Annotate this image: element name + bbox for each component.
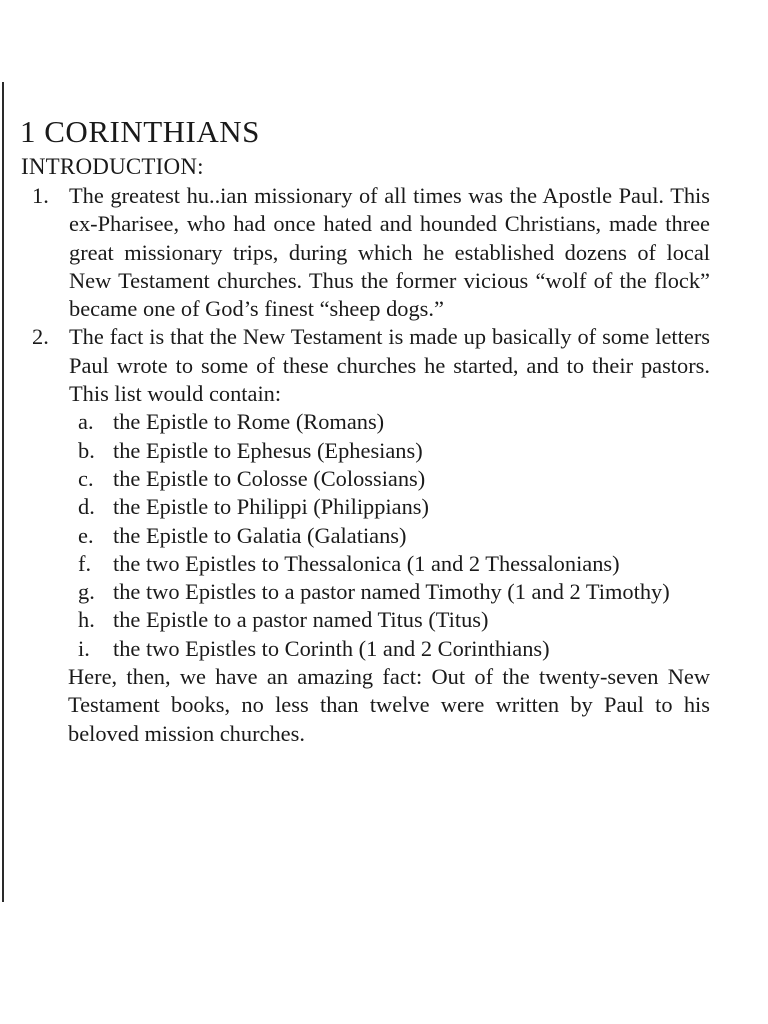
sublist-item-letter: a.: [78, 409, 94, 435]
sublist-item-a: [76, 408, 710, 436]
sublist-item-f: [76, 550, 710, 578]
list-item-number: 1.: [32, 183, 49, 208]
list-item-2: [32, 323, 710, 408]
sublist-item-b: [76, 437, 710, 465]
sublist-item-letter: c.: [78, 465, 94, 491]
sublist-item-text: the Epistle to Rome (Romans): [113, 409, 385, 435]
sublist-item-letter: d.: [78, 494, 95, 520]
document-page: [20, 112, 710, 748]
list-item-text: The fact is that the New Testament is made up basically of some letters Paul wrote to some of these churches he started, and to their pastors. This list would contain:: [69, 324, 710, 407]
sublist-item-letter: e.: [78, 522, 94, 548]
sublist-item-text: the Epistle to a pastor named Titus (Titus): [113, 607, 489, 633]
closing-paragraph: Here, then, we have an amazing fact: Out of the twenty-seven New Testament books, no less than twelve were written by Paul to his beloved mission churches.: [68, 664, 710, 746]
sublist-item-text: the Epistle to Galatia (Galatians): [113, 522, 407, 548]
sublist-item-letter: i.: [78, 635, 90, 661]
document-body: [20, 182, 710, 748]
sublist-item-i: [76, 635, 710, 663]
page-edge-rule: [2, 82, 4, 902]
sublist-item-letter: h.: [78, 607, 95, 633]
sublist-item-letter: f.: [78, 550, 92, 576]
introduction-heading: INTRODUCTION:: [21, 154, 204, 179]
list-item-1: [32, 182, 710, 323]
sublist-item-c: [76, 465, 710, 493]
sublist-item-text: the Epistle to Ephesus (Ephesians): [113, 437, 423, 463]
sublist-item-text: the two Epistles to a pastor named Timothy (1 and 2 Timothy): [113, 579, 670, 605]
sublist-item-letter: g.: [78, 579, 95, 605]
sublist-item-text: the two Epistles to Corinth (1 and 2 Corinthians): [113, 635, 550, 661]
sublist-item-letter: b.: [78, 437, 95, 463]
list-item-text: The greatest hu..ian missionary of all times was the Apostle Paul. This ex-Pharisee, who had once hated and hounded Christians, made three great missionary trips, during which he established dozens of local New Testament churches. Thus the former vicious “wolf of the flock” became one of God’s finest “sheep dogs.”: [69, 183, 710, 322]
document-title: 1 CORINTHIANS: [20, 114, 260, 149]
sublist-item-e: [76, 522, 710, 550]
sublist-item-text: the Epistle to Colosse (Colossians): [113, 465, 426, 491]
sublist-item-g: [76, 578, 710, 606]
sublist-item-text: the Epistle to Philippi (Philippians): [113, 494, 429, 520]
sublist-item-text: the two Epistles to Thessalonica (1 and 2 Thessalonians): [113, 550, 620, 576]
sublist-item-d: [76, 493, 710, 521]
list-item-number: 2.: [32, 324, 49, 350]
sublist-item-h: [76, 606, 710, 634]
